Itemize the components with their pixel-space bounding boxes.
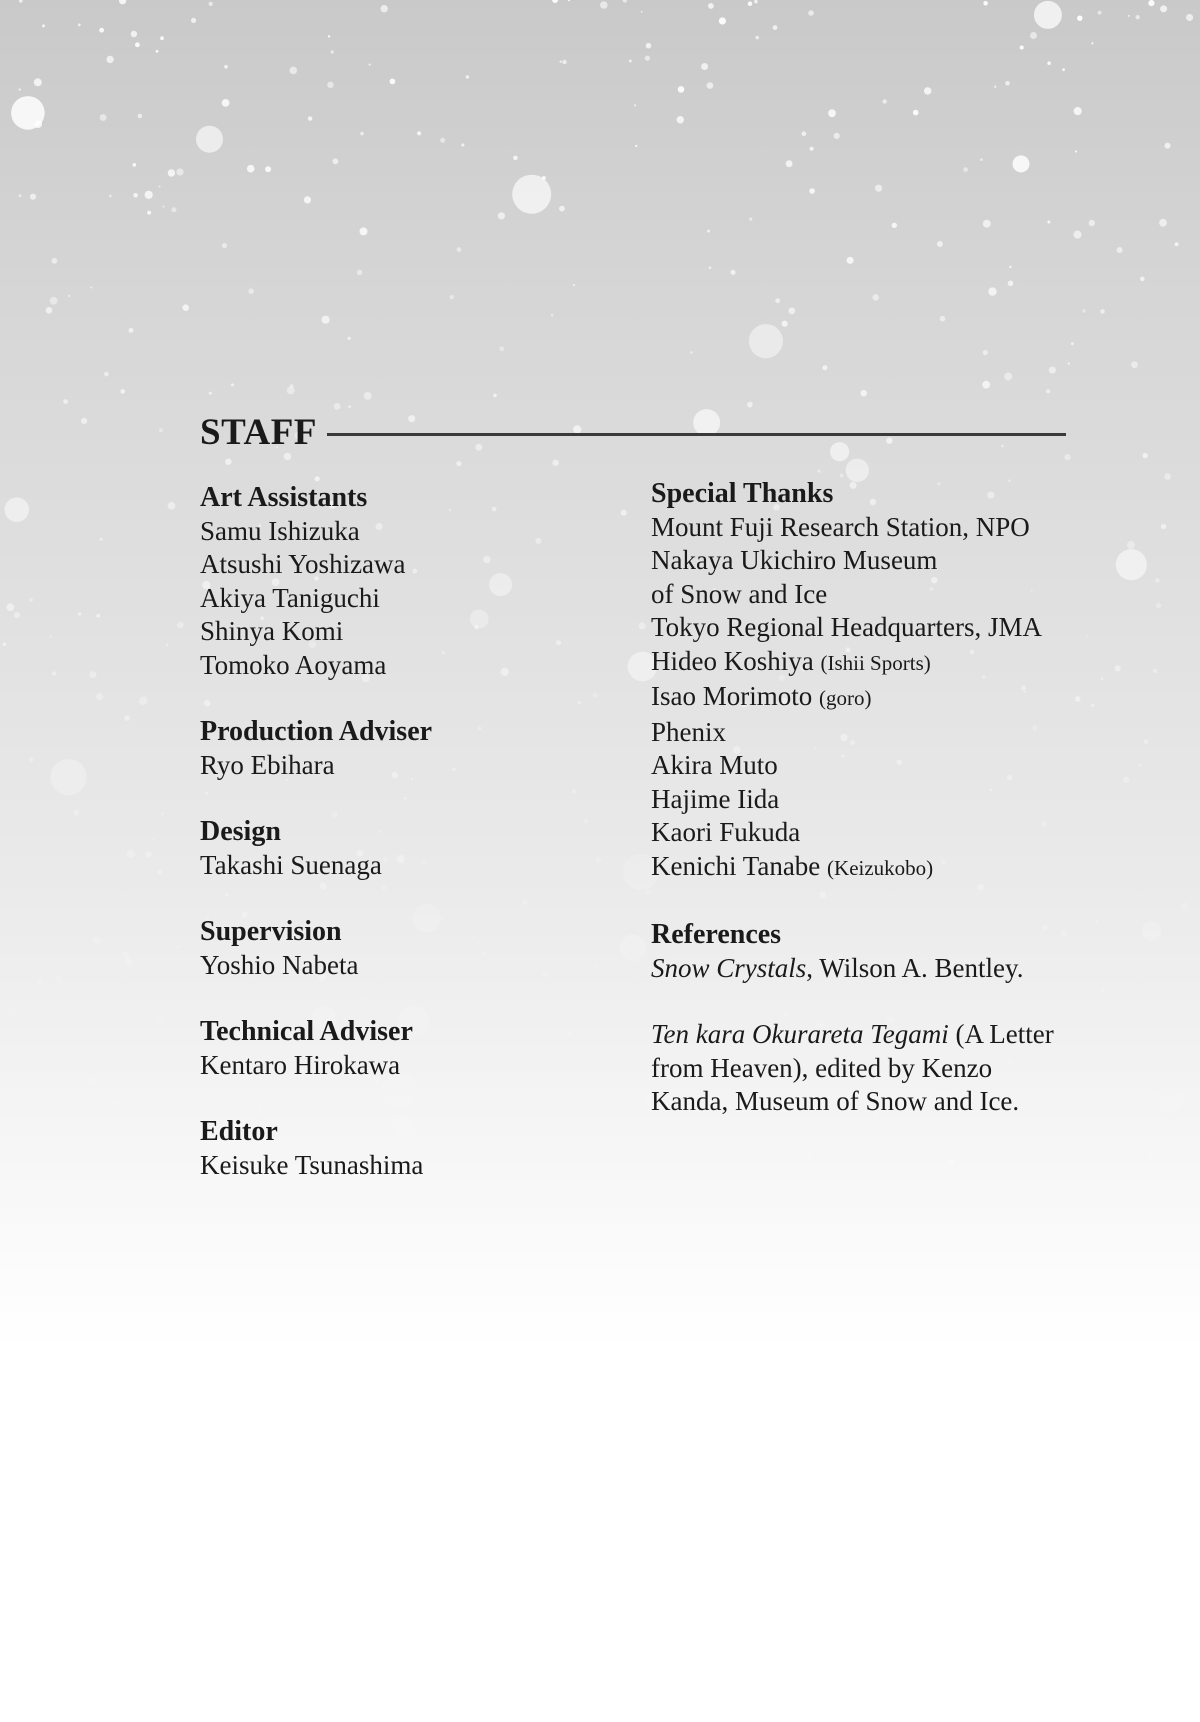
credit-section-editor <box>200 1115 640 1182</box>
thanks-affiliation: (Ishii Sports) <box>820 650 931 675</box>
thanks-name: Kenichi Tanabe <box>651 850 821 881</box>
staff-header <box>200 404 1066 460</box>
reference-spacer <box>651 985 1101 1018</box>
credit-name: Yoshio Nabeta <box>200 949 359 980</box>
credit-section-production-adviser <box>200 715 640 782</box>
staff-title: STAFF <box>200 411 317 453</box>
credit-name: Kentaro Hirokawa <box>200 1049 401 1080</box>
section-heading: Production Adviser <box>200 716 433 747</box>
thanks-name: Akira Muto <box>651 750 778 780</box>
reference-entry <box>651 1018 1101 1052</box>
thanks-entry <box>651 544 1101 578</box>
thanks-entry <box>651 578 1101 612</box>
thanks-name: Hajime Iida <box>651 783 780 814</box>
right-credits-column <box>651 477 1101 1152</box>
credit-name: Tomoko Aoyama <box>200 649 387 680</box>
section-heading: References <box>651 919 782 950</box>
credit-name: Samu Ishizuka <box>200 515 360 546</box>
credit-section-design <box>200 815 640 882</box>
references-section <box>651 918 1101 1119</box>
thanks-name: Isao Morimoto <box>651 681 813 711</box>
thanks-name: Tokyo Regional Headquarters, JMA <box>651 612 1043 642</box>
thanks-entry <box>651 850 1101 886</box>
thanks-entry <box>651 816 1101 850</box>
credit-section-technical-adviser <box>200 1015 640 1082</box>
section-heading: Art Assistants <box>200 482 368 513</box>
thanks-entry <box>651 511 1101 545</box>
thanks-name: Hideo Koshiya <box>651 645 814 676</box>
credit-name: Takashi Suenaga <box>200 849 382 880</box>
thanks-name: Mount Fuji Research Station, NPO <box>651 511 1030 542</box>
thanks-entry <box>651 716 1101 750</box>
credit-name: Akiya Taniguchi <box>200 582 380 613</box>
section-heading: Editor <box>200 1116 278 1147</box>
reference-text-line: Kanda, Museum of Snow and Ice. <box>651 1086 1020 1116</box>
special-thanks-section <box>651 477 1101 885</box>
section-heading: Technical Adviser <box>200 1016 413 1047</box>
header-rule <box>327 433 1066 436</box>
thanks-entry <box>651 611 1101 645</box>
thanks-name: Nakaya Ukichiro Museum <box>651 545 938 575</box>
thanks-entry <box>651 680 1101 716</box>
credit-name: Ryo Ebihara <box>200 749 335 780</box>
section-heading: Supervision <box>200 916 342 947</box>
left-credits-column <box>200 481 640 1215</box>
thanks-name: of Snow and Ice <box>651 578 828 609</box>
thanks-entry <box>651 749 1101 783</box>
reference-title: Ten kara Okurareta Tegami <box>651 1019 949 1049</box>
credit-name: Shinya Komi <box>200 616 344 646</box>
section-heading: Special Thanks <box>651 478 834 509</box>
credit-name: Atsushi Yoshizawa <box>200 549 406 579</box>
thanks-name: Kaori Fukuda <box>651 817 801 847</box>
credit-section-art-assistants <box>200 481 640 682</box>
thanks-affiliation: (goro) <box>819 686 872 710</box>
thanks-entry <box>651 783 1101 817</box>
reference-text-line: from Heaven), edited by Kenzo <box>651 1052 993 1083</box>
reference-title: Snow Crystals <box>651 952 807 983</box>
reference-text: , Wilson A. Bentley. <box>806 952 1024 983</box>
reference-entry <box>651 952 1101 986</box>
reference-text: (A Letter <box>948 1019 1054 1049</box>
thanks-entry <box>651 645 1101 681</box>
credit-name: Keisuke Tsunashima <box>200 1149 424 1180</box>
credit-section-supervision <box>200 915 640 982</box>
thanks-name: Phenix <box>651 716 727 747</box>
thanks-affiliation: (Keizukobo) <box>827 855 934 880</box>
section-heading: Design <box>200 816 281 847</box>
